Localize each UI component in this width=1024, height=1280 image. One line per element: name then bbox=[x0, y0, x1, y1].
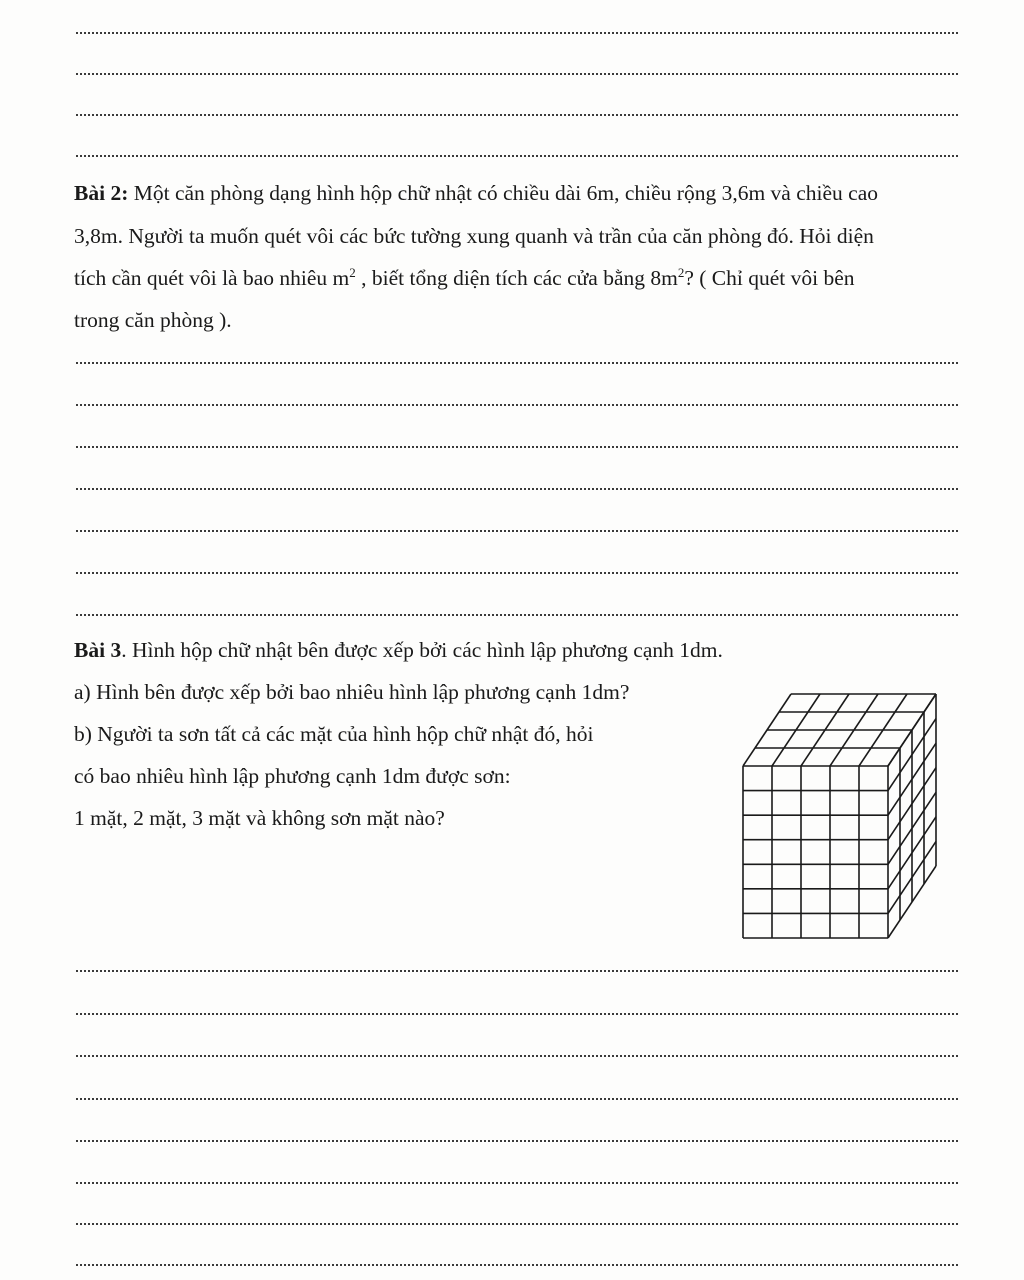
exercise-2-text-3b: , biết tổng diện tích các cửa bằng 8m bbox=[355, 266, 678, 290]
answer-line bbox=[76, 1013, 958, 1015]
exercise-2-line-3 bbox=[74, 265, 855, 291]
answer-line bbox=[76, 155, 958, 157]
answer-line bbox=[76, 32, 958, 34]
exercise-2-line-2: 3,8m. Người ta muốn quét vôi các bức tường xung quanh và trần của căn phòng đó. Hỏi diện bbox=[74, 224, 874, 248]
exercise-2-text-3c: ? ( Chỉ quét vôi bên bbox=[684, 266, 855, 290]
answer-line bbox=[76, 970, 958, 972]
answer-line bbox=[76, 446, 958, 448]
exercise-3-part-a: a) Hình bên được xếp bởi bao nhiêu hình lập phương cạnh 1dm? bbox=[74, 680, 630, 704]
exercise-3-title-text: . Hình hộp chữ nhật bên được xếp bởi các hình lập phương cạnh 1dm. bbox=[121, 638, 723, 662]
superscript-2: 2 bbox=[677, 264, 685, 280]
exercise-2-text-3a: tích cần quét vôi là bao nhiêu m bbox=[74, 266, 350, 290]
answer-line bbox=[76, 114, 958, 116]
exercise-2-line-1 bbox=[74, 180, 962, 206]
exercise-3-part-b-line-2: có bao nhiêu hình lập phương cạnh 1dm được sơn: bbox=[74, 764, 511, 788]
answer-line bbox=[76, 362, 958, 364]
answer-line bbox=[76, 1098, 958, 1100]
answer-line bbox=[76, 530, 958, 532]
exercise-3-label: Bài 3 bbox=[74, 638, 122, 662]
answer-line bbox=[76, 1223, 958, 1225]
answer-line bbox=[76, 572, 958, 574]
exercise-2-line-4: trong căn phòng ). bbox=[74, 308, 232, 332]
answer-line bbox=[76, 614, 958, 616]
cuboid-figure bbox=[738, 688, 948, 944]
answer-line bbox=[76, 73, 958, 75]
exercise-3-part-b-line-3: 1 mặt, 2 mặt, 3 mặt và không sơn mặt nào? bbox=[74, 806, 445, 830]
exercise-3-part-b-line-1: b) Người ta sơn tất cả các mặt của hình hộp chữ nhật đó, hỏi bbox=[74, 722, 594, 746]
exercise-2-label: Bài 2: bbox=[74, 181, 129, 205]
answer-line bbox=[76, 404, 958, 406]
answer-line bbox=[76, 1182, 958, 1184]
answer-line bbox=[76, 1055, 958, 1057]
exercise-3-title bbox=[74, 637, 723, 663]
exercise-2-text-1: Một căn phòng dạng hình hộp chữ nhật có chiều dài 6m, chiều rộng 3,6m và chiều cao bbox=[133, 181, 878, 205]
answer-line bbox=[76, 488, 958, 490]
superscript-2: 2 bbox=[349, 264, 356, 280]
answer-line bbox=[76, 1140, 958, 1142]
answer-line bbox=[76, 1264, 958, 1266]
